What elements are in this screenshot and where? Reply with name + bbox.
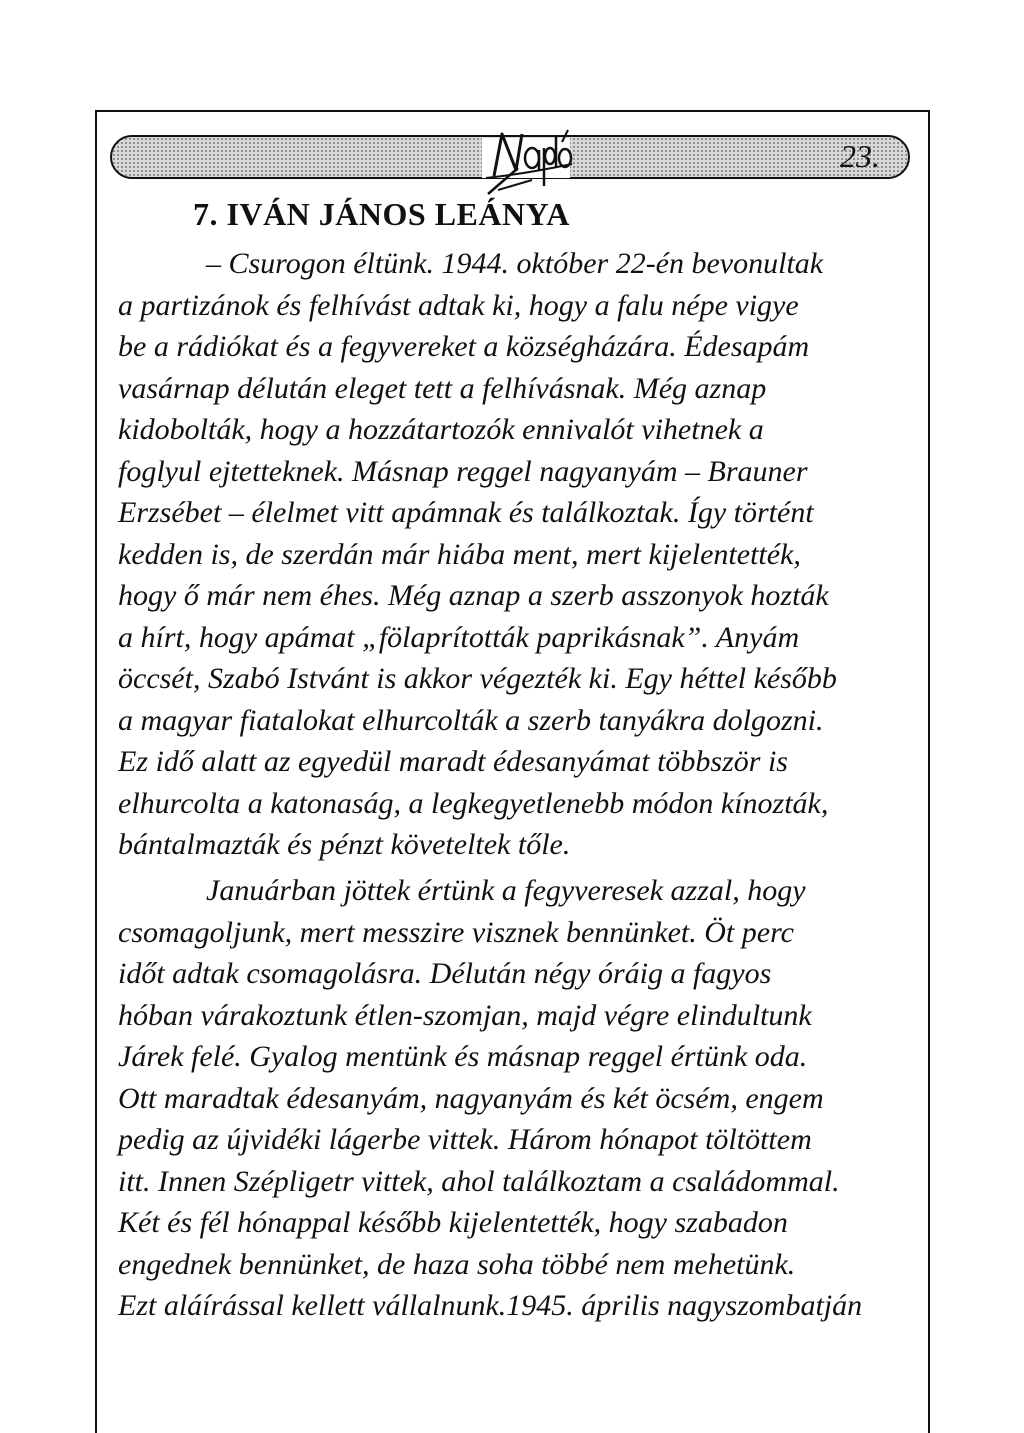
text-line: a magyar fiatalokat elhurcolták a szerb tanyákra dolgozni. — [118, 703, 824, 737]
text-line: hóban várakoztunk étlen-szomjan, majd végre elindultunk — [118, 998, 812, 1032]
text-line: Járek felé. Gyalog mentünk és másnap reggel értünk oda. — [118, 1040, 808, 1073]
page-number: 23. — [840, 138, 880, 174]
paragraph-1 — [118, 243, 906, 866]
text-line: foglyul ejtetteknek. Másnap reggel nagyanyám – Brauner — [118, 454, 808, 488]
text-line: vasárnap délután eleget tett a felhívásnak. Még aznap — [118, 371, 767, 405]
text-line: be a rádiókat és a fegyvereket a községházára. Édesapám — [118, 330, 810, 363]
text-line: hogy ő már nem éhes. Még aznap a szerb asszonyok hozták — [118, 579, 829, 612]
text-line: bántalmazták és pénzt követeltek tőle. — [118, 828, 571, 861]
text-line: engednek bennünket, de haza soha többé nem mehetünk. — [118, 1247, 796, 1281]
text-line: időt adtak csomagolásra. Délután négy óráig a fagyos — [118, 957, 772, 990]
text-line: elhurcolta a katonaság, a legkegyetlenebb módon kínozták, — [118, 786, 829, 820]
paragraph-2 — [118, 870, 906, 1327]
text-line: Januárban jöttek értünk a fegyveresek azzal, hogy — [206, 874, 806, 907]
text-line: Erzsébet – élelmet vitt apámnak és találkoztak. Így történt — [118, 496, 814, 529]
text-line: Ezt aláírással kellett vállalnunk.1945. április nagyszombatján — [118, 1289, 863, 1322]
text-line: Ez idő alatt az egyedül maradt édesanyámat többször is — [118, 745, 788, 778]
text-line: Két és fél hónappal később kijelentették, hogy szabadon — [118, 1206, 788, 1239]
text-line: Ott maradtak édesanyám, nagyanyám és két öcsém, engem — [118, 1081, 824, 1115]
text-line: – Csurogon éltünk. 1944. október 22-én bevonultak — [206, 247, 824, 280]
text-line: csomagoljunk, mert messzire visznek bennünket. Öt perc — [118, 915, 794, 949]
text-line: pedig az újvidéki lágerbe vittek. Három hónapot töltöttem — [118, 1123, 812, 1156]
text-line: öccsét, Szabó Istvánt is akkor végezték ki. Egy héttel később — [118, 662, 837, 695]
text-line: a hírt, hogy apámat „fölaprították paprikásnak”. Anyám — [118, 620, 800, 654]
naplo-logo — [472, 108, 582, 200]
text-line: kedden is, de szerdán már hiába ment, mert kijelentették, — [118, 537, 801, 571]
article-title: 7. IVÁN JÁNOS LEÁNYA — [193, 196, 570, 232]
text-line: a partizánok és felhívást adtak ki, hogy a falu népe vigye — [118, 288, 799, 322]
logo-text: Napló — [472, 108, 475, 109]
text-line: kidobolták, hogy a hozzátartozók ennivalót vihetnek a — [118, 413, 764, 446]
text-line: itt. Innen Szépligetr vittek, ahol találkoztam a családommal. — [118, 1164, 840, 1198]
